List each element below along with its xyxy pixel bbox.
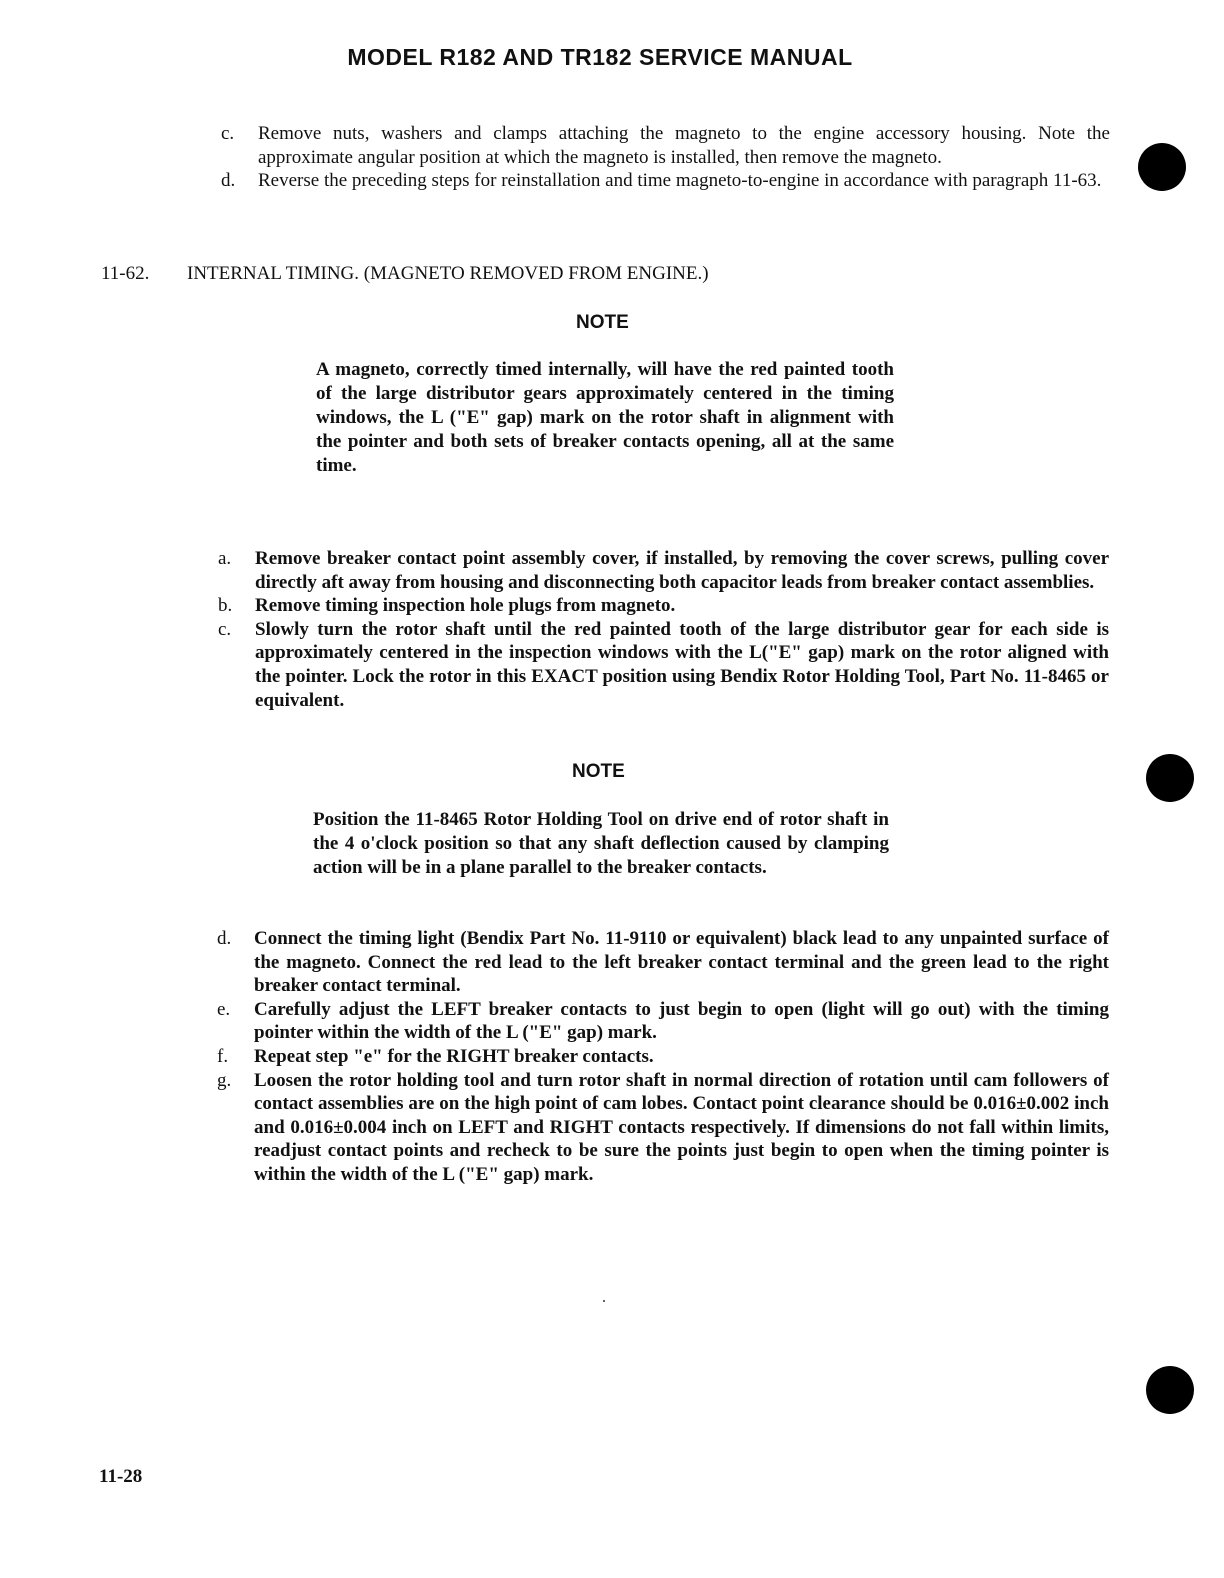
list-item-b	[218, 594, 1109, 618]
note-label: NOTE	[572, 761, 625, 782]
item-letter: d.	[217, 928, 232, 949]
note-text: A magneto, correctly timed internally, will have the red painted tooth of the large distributor gears approximately centered in the timing windows, the L ("E" gap) mark on the rotor shaft in alignment with the pointer and both sets of breaker contacts opening, all at the same time.	[316, 359, 894, 476]
item-letter: b.	[218, 595, 233, 617]
binder-hole-icon	[1146, 754, 1194, 802]
list-item-d-top	[221, 169, 1110, 193]
item-text: Carefully adjust the LEFT breaker contacts to just begin to open (light will go out) with the timing pointer within the width of the L ("E" gap) mark.	[254, 998, 1109, 1044]
note-label: NOTE	[576, 312, 629, 333]
item-text: Remove nuts, washers and clamps attaching the magneto to the engine accessory housing. Note the approximate angular position at which the magneto is installed, then remove the magneto.	[258, 123, 1110, 168]
item-text: Loosen the rotor holding tool and turn rotor shaft in normal direction of rotation until cam followers of contact assemblies are on the high point of cam lobes. Contact point clearance should be 0.016±0.002 inch and 0.016±0.004 inch on LEFT and RIGHT contacts respectively. If dimensions do not fall within limits, readjust contact points and recheck to be sure the points just begin to open when the timing pointer is within the width of the L ("E" gap) mark.	[254, 1069, 1109, 1185]
list-item-d	[217, 927, 1109, 998]
stray-mark	[603, 1300, 605, 1302]
paragraph-heading	[101, 262, 709, 285]
list-item-c-top	[221, 122, 1110, 169]
note-text: Position the 11-8465 Rotor Holding Tool on drive end of rotor shaft in the 4 o'clock position so that any shaft deflection caused by clamping action will be in a plane parallel to the breaker contacts.	[313, 809, 889, 878]
item-letter: f.	[217, 1045, 229, 1067]
item-letter: g.	[217, 1069, 232, 1091]
top-steps-list	[221, 122, 1110, 193]
item-text: Reverse the preceding steps for reinstallation and time magneto-to-engine in accordance with paragraph 11-63.	[258, 170, 1102, 192]
item-text: Remove timing inspection hole plugs from magneto.	[255, 595, 676, 617]
item-text: Slowly turn the rotor shaft until the red painted tooth of the large distributor gear for each side is approximately centered in the inspection windows with the L("E" gap) mark on the rotor aligned with the pointer. Lock the rotor in this EXACT position using Bendix Rotor Holding Tool, Part No. 11-8465 or equivalent.	[255, 618, 1109, 711]
list-item-c	[218, 618, 1109, 712]
item-letter: d.	[221, 170, 236, 192]
binder-hole-icon	[1138, 143, 1186, 191]
binder-hole-icon	[1146, 1366, 1194, 1414]
paragraph-title: INTERNAL TIMING. (MAGNETO REMOVED FROM ENGINE.)	[187, 263, 709, 284]
page-number: 11-28	[99, 1466, 143, 1487]
page-header-title: MODEL R182 AND TR182 SERVICE MANUAL	[347, 44, 853, 70]
item-letter: e.	[217, 998, 231, 1020]
list-item-g	[217, 1069, 1109, 1187]
steps-d-g-list	[217, 927, 1109, 1187]
item-text: Connect the timing light (Bendix Part No. 11-9110 or equivalent) black lead to any unpainted surface of the magneto. Connect the red lead to the left breaker contact terminal and the green lead to the right breaker contact terminal.	[254, 928, 1109, 997]
item-text: Repeat step "e" for the RIGHT breaker contacts.	[254, 1045, 654, 1067]
paragraph-number: 11-62.	[101, 263, 150, 284]
item-letter: c.	[218, 618, 232, 640]
list-item-a	[218, 547, 1109, 594]
item-letter: a.	[218, 548, 232, 569]
item-letter: c.	[221, 123, 235, 144]
steps-a-c-list	[218, 547, 1109, 712]
list-item-f	[217, 1045, 1109, 1069]
item-text: Remove breaker contact point assembly cover, if installed, by removing the cover screws, pulling cover directly aft away from housing and disconnecting both capacitor leads from breaker contact assemblies.	[255, 548, 1109, 593]
list-item-e	[217, 998, 1109, 1045]
